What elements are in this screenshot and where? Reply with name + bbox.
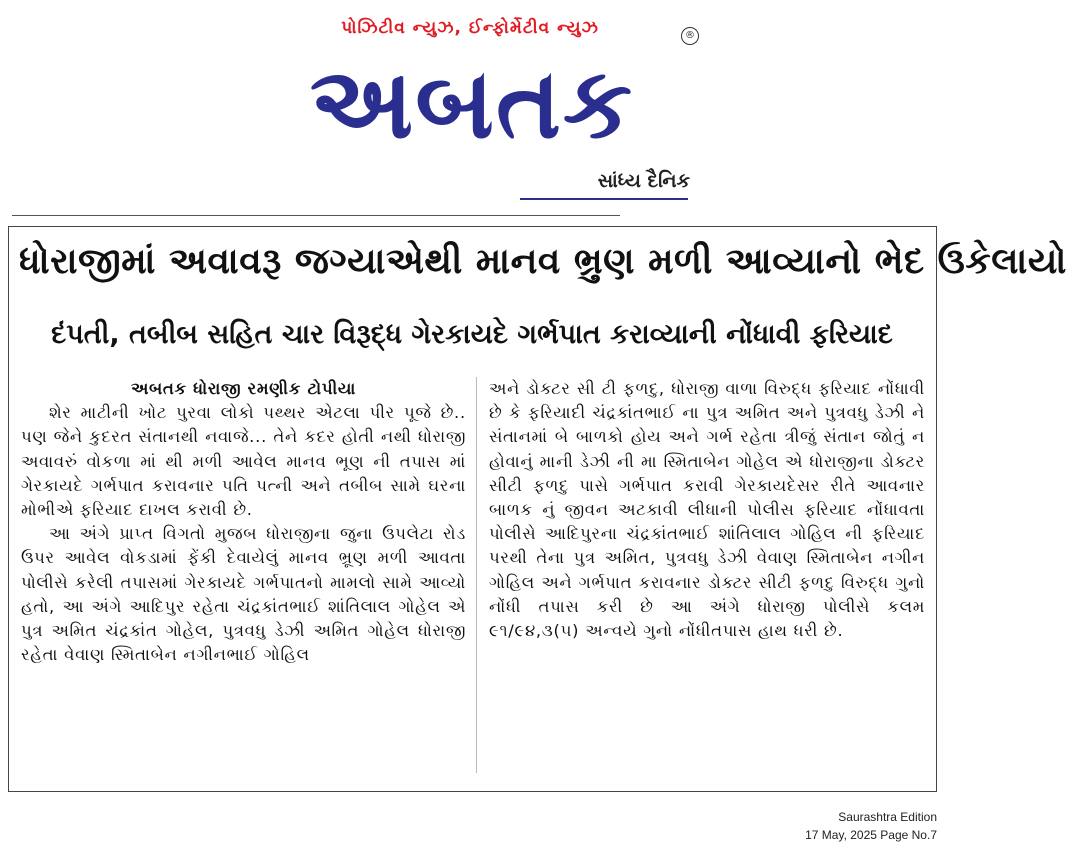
article-subheadline: દંપતી, તબીબ સહિત ચાર વિરૂદ્ધ ગેરકાયદે ગર્ભપાત કરાવ્યાની નોંધાવી ફરિયાદ (51, 319, 893, 350)
masthead-subtitle: સાંધ્ય દૈનિક (597, 170, 690, 192)
registered-mark: ® (681, 27, 699, 45)
article-box (8, 226, 1067, 792)
masthead-tagline: પોઝિટીવ ન્યુઝ, ઈન્ફોર્મેટીવ ન્યુઝ (341, 18, 599, 38)
article-column-left (21, 377, 466, 667)
page-divider (12, 215, 620, 216)
masthead (0, 0, 947, 210)
article-paragraph: અને ડોક્ટર સી ટી ફળદુ, ધોરાજી વાળા વિરુદ્ધ ફરિયાદ નોંધાવી છે કે ફરિયાદી ચંદ્રકાંતભાઈ ના પુત્ર અમિત અને પુત્રવધુ ડેઝી ને સંતાનમાં બે બાળકો હોય અને ગર્ભ રહેતા ત્રીજું સંતાન જોતું ન હોવાનું માની ડેઝી ની મા સ્મિતાબેન ગોહેલ એ ધોરાજીના ડોક્ટર સીટી ફળદુ પાસે ગર્ભપાત કરાવી ગેરકાયદેસર રીતે આવનાર બાળક નું જીવન અટકાવી લીધાની પોલીસ ફરિયાદ નોંધાવતા પોલીસે આદિપુરના ચંદ્રકાંતભાઈ શાંતિલાલ ગોહિલ ની ફરિયાદ પરથી તેના પુત્ર અમિત, પુત્રવધુ ડેઝી વેવાણ સ્મિતાબેન નગીન ગોહિલ અને ગર્ભપાત કરાવનાર ડોક્ટર સીટી ફળદુ વિરુદ્ધ ગુનો નોંધી તપાસ કરી છે આ અંગે ધોરાજી પોલીસે કલમ ૯૧/૯૪,૩(૫) અન્વયે ગુનો નોંધીતપાસ હાથ ધરી છે. (489, 379, 925, 641)
edition-name: Saurashtra Edition (838, 810, 937, 824)
subtitle-underline (520, 198, 688, 200)
edition-info (805, 808, 937, 844)
article-headline: ધોરાજીમાં અવાવરૂ જગ્યાએથી માનવ ભ્રુણ મળી આવ્યાનો ભેદ ઉકેલાયો (19, 241, 1067, 282)
column-divider (476, 377, 477, 773)
article-paragraph: આ અંગે પ્રાપ્ત વિગતો મુજબ ધોરાજીના જુના ઉપલેટા રોડ ઉપર આવેલ વોકડામાં ફેંકી દેવાયેલું માનવ ભ્રૂણ મળી આવતા પોલીસે કરેલી તપાસમાં ગેરકાયદે ગર્ભપાતનો મામલો સામે આવ્યો હતો, આ અંગે આદિપુર રહેતા ચંદ્રકાંતભાઈ શાંતિલાલ ગોહેલ એ પુત્ર અમિત ચંદ્રકાંત ગોહેલ, પુત્રવધુ ડેઝી અમિત ગોહેલ ધોરાજી રહેતા વેવાણ સ્મિતાબેન નગીનભાઈ ગોહિલ (21, 524, 466, 665)
article-column-right (489, 377, 925, 643)
edition-date-page: 17 May, 2025 Page No.7 (805, 828, 937, 842)
article-paragraph: શેર માટીની ખોટ પુરવા લોકો પથ્થર એટલા પીર પૂજે છે.. પણ જેને કુદરત સંતાનથી નવાજે... તેને કદર હોતી નથી ધોરાજી અવાવરું વોકળા માં થી મળી આવેલ માનવ ભૂણ ની તપાસ માં ગેરકાયદે ગર્ભપાત કરાવનાર પતિ પત્ની અને તબીબ સામે ઘરના મોભીએ ફરિયાદ દાખલ કરાવી છે. (21, 403, 466, 520)
article-byline: અબતક ધોરાજી રમણીક ટોપીયા (130, 379, 357, 398)
newspaper-logo: અબતક (309, 47, 635, 161)
